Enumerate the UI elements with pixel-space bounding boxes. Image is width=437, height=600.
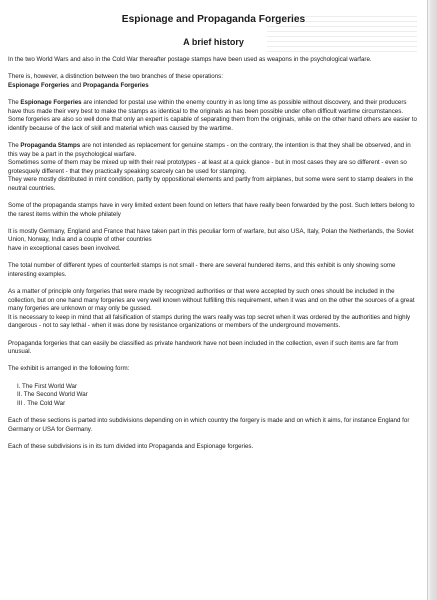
- page-edge-shadow: [427, 0, 437, 600]
- final-paragraph: Each of these subdivisions is in its turn divided into Propaganda and Espionage forgeries.: [8, 442, 254, 450]
- list-item: II. The Second World War: [17, 391, 88, 399]
- count-paragraph: The total number of different types of counterfeit stamps is not small - there are several hundered items, and this exhibit is only showing some interesting examples.: [8, 262, 396, 278]
- espionage-term: Espionage Forgeries: [20, 98, 82, 106]
- intro-paragraph: In the two World Wars and also in the Cold War thereafter postage stamps have been used as weapons in the psychological warfare.: [8, 56, 372, 63]
- distinction-paragraph: There is, however, a distinction between the two branches of these operations: Espionage Forgeries and Propaganda Forgeries: [8, 73, 223, 89]
- term-espionage-forgeries: Espionage Forgeries: [8, 81, 70, 89]
- countries-paragraph: It is mostly Germany, England and France that have taken part in this peculiar form of warfare, but also USA, Italy, Polan the Netherlands, the Soviet Union, Norway, India and a couple of other countries have in exceptional cases been involved.: [8, 227, 414, 253]
- espionage-paragraph: The Espionage Forgeries are intended for postal use within the enemy country in as long time as possible without discovery, and their producers have thus made their very best to make the stamps as identical to the originals as has been possible under often difficult wartime circumstances. Some forgeries are also so well done that only an expert is capable of separating them from the originals, while on the other hand others are easier to identify because of the lack of skill and material which was caused by the wartime.: [8, 98, 417, 132]
- propaganda-term: Propaganda Stamps: [20, 141, 81, 149]
- subdivisions-paragraph: Each of these sections is parted into subdivisions depending on in which country the forgery is made and on which it aims, for instance England for Germany or USA for Germany.: [8, 416, 410, 433]
- arrangement-paragraph: The exhibit is arranged in the following form:: [8, 365, 130, 373]
- letters-paragraph: Some of the propaganda stamps have in very limited extent been found on letters that have really been forwarded by the post. Such letters belong to the rarest items within the whole philately: [8, 202, 415, 218]
- term-propaganda-forgeries: Propaganda Forgeries: [82, 81, 149, 89]
- document-title: Espionage and Propaganda Forgeries: [121, 14, 306, 25]
- section-list: [8, 383, 419, 409]
- list-item: III . The Cold War: [17, 399, 66, 407]
- document-subtitle: A brief history: [183, 37, 244, 47]
- list-item: I. The First World War: [17, 382, 78, 390]
- private-handwork-paragraph: Propaganda forgeries that can easily be classified as private handwork have not been included in the collection, even if such items are far from unusual.: [8, 339, 399, 356]
- show-through-text: [267, 16, 417, 56]
- principle-paragraph: As a matter of principle only forgeries that were made by recognized authorities or that were accepted by such ones should be included in the collection, but on one hand many forgeries are very well known without fulfilling this requirement, when it was and on the other the sources of a great many forgeries are unknown or may only be gussed. It is necessary to keep in mind that all falsification of stamps during the wars really was top secret when it was ordered by the authorities and highly dangerous - not to say lethal - when it was done by resistance organizations or members of the underground movements.: [8, 288, 415, 330]
- propaganda-paragraph: The Propaganda Stamps are not intended as replacement for genuine stamps - on the contrary, the intention is that they shall be observed, and in this way be a part in the psychological warfare. Sometimes some of them may be mixed up with their real prototypes - at least at a quick glance - but in most cases they are so different - even so grotesquely different - that they practically speaking scarcely can be used for stamping. They were mostly distributed in mint condition, partly by oppositional elements and partly from airplanes, but some were sent to stamp dealers in the neutral countries.: [8, 141, 414, 192]
